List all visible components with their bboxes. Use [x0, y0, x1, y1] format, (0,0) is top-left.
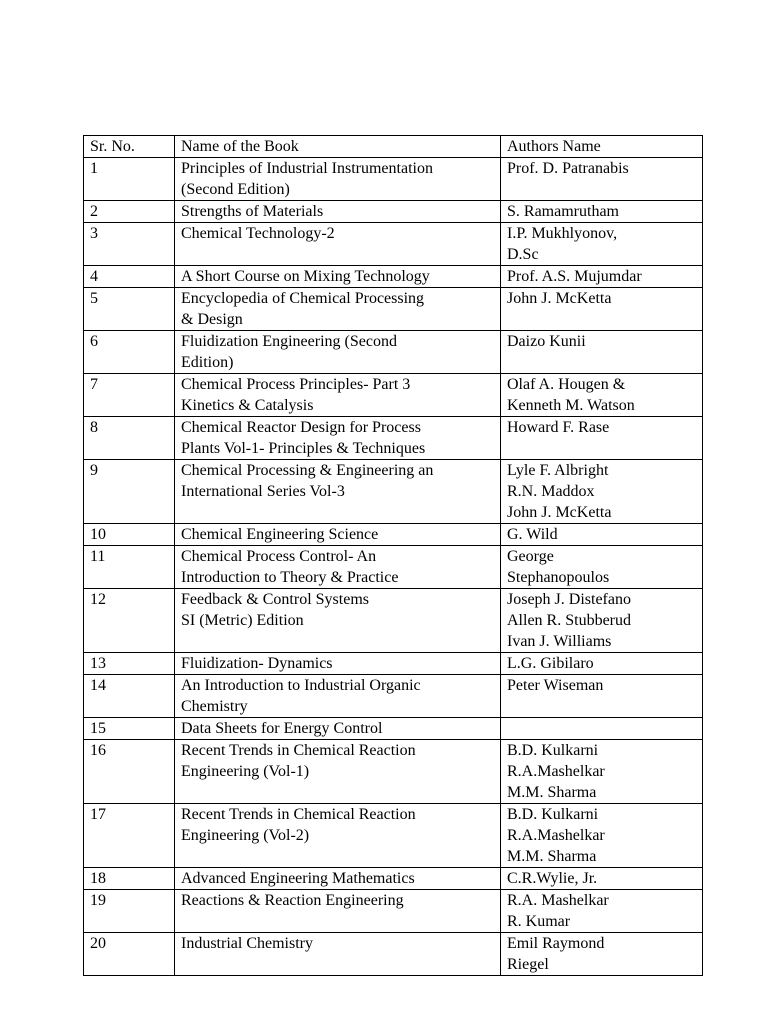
table-row [84, 718, 703, 740]
table-row [84, 804, 703, 868]
sr-no-cell: 8 [84, 417, 175, 460]
table-row [84, 868, 703, 890]
sr-no-cell: 6 [84, 331, 175, 374]
sr-no-cell: 17 [84, 804, 175, 868]
table-row [84, 288, 703, 331]
book-name-cell: Advanced Engineering Mathematics [175, 868, 501, 890]
sr-no-cell: 14 [84, 675, 175, 718]
authors-name-cell: I.P. Mukhlyonov, D.Sc [501, 223, 703, 266]
sr-no-cell: 11 [84, 546, 175, 589]
table-row [84, 331, 703, 374]
book-name-cell: Chemical Engineering Science [175, 524, 501, 546]
table-header-row [84, 136, 703, 158]
sr-no-cell: 10 [84, 524, 175, 546]
book-name-cell: Encyclopedia of Chemical Processing & Design [175, 288, 501, 331]
table-row [84, 374, 703, 417]
authors-name-cell: Howard F. Rase [501, 417, 703, 460]
book-name-cell: Chemical Process Principles- Part 3 Kinetics & Catalysis [175, 374, 501, 417]
sr-no-cell: 15 [84, 718, 175, 740]
authors-name-cell: L.G. Gibilaro [501, 653, 703, 675]
authors-name-cell: Prof. D. Patranabis [501, 158, 703, 201]
table-row [84, 417, 703, 460]
authors-name-cell: Olaf A. Hougen & Kenneth M. Watson [501, 374, 703, 417]
authors-name-cell: Daizo Kunii [501, 331, 703, 374]
sr-no-cell: 16 [84, 740, 175, 804]
table-row [84, 223, 703, 266]
table-row [84, 524, 703, 546]
sr-no-cell: 7 [84, 374, 175, 417]
book-name-cell: Recent Trends in Chemical Reaction Engineering (Vol-1) [175, 740, 501, 804]
header-authors-name: Authors Name [501, 136, 703, 158]
authors-name-cell: Joseph J. Distefano Allen R. Stubberud Ivan J. Williams [501, 589, 703, 653]
authors-name-cell: John J. McKetta [501, 288, 703, 331]
table-row [84, 675, 703, 718]
sr-no-cell: 20 [84, 933, 175, 976]
authors-name-cell: Emil Raymond Riegel [501, 933, 703, 976]
book-name-cell: Strengths of Materials [175, 201, 501, 223]
authors-name-cell: George Stephanopoulos [501, 546, 703, 589]
table-row [84, 546, 703, 589]
book-name-cell: Reactions & Reaction Engineering [175, 890, 501, 933]
sr-no-cell: 5 [84, 288, 175, 331]
table-row [84, 890, 703, 933]
authors-name-cell: Prof. A.S. Mujumdar [501, 266, 703, 288]
header-book-name: Name of the Book [175, 136, 501, 158]
sr-no-cell: 13 [84, 653, 175, 675]
sr-no-cell: 19 [84, 890, 175, 933]
book-name-cell: Chemical Technology-2 [175, 223, 501, 266]
book-name-cell: An Introduction to Industrial Organic Chemistry [175, 675, 501, 718]
authors-name-cell: Lyle F. Albright R.N. Maddox John J. McKetta [501, 460, 703, 524]
authors-name-cell: R.A. Mashelkar R. Kumar [501, 890, 703, 933]
book-name-cell: Chemical Reactor Design for Process Plants Vol-1- Principles & Techniques [175, 417, 501, 460]
book-name-cell: Feedback & Control Systems SI (Metric) Edition [175, 589, 501, 653]
authors-name-cell [501, 718, 703, 740]
book-name-cell: Data Sheets for Energy Control [175, 718, 501, 740]
table-row [84, 158, 703, 201]
sr-no-cell: 12 [84, 589, 175, 653]
book-name-cell: Fluidization Engineering (Second Edition) [175, 331, 501, 374]
table-row [84, 653, 703, 675]
authors-name-cell: B.D. Kulkarni R.A.Mashelkar M.M. Sharma [501, 740, 703, 804]
book-name-cell: Industrial Chemistry [175, 933, 501, 976]
sr-no-cell: 2 [84, 201, 175, 223]
book-name-cell: Recent Trends in Chemical Reaction Engineering (Vol-2) [175, 804, 501, 868]
book-name-cell: Chemical Processing & Engineering an International Series Vol-3 [175, 460, 501, 524]
sr-no-cell: 4 [84, 266, 175, 288]
header-sr-no: Sr. No. [84, 136, 175, 158]
table-row [84, 460, 703, 524]
authors-name-cell: G. Wild [501, 524, 703, 546]
authors-name-cell: Peter Wiseman [501, 675, 703, 718]
table-row [84, 589, 703, 653]
table-row [84, 740, 703, 804]
table-row [84, 933, 703, 976]
authors-name-cell: C.R.Wylie, Jr. [501, 868, 703, 890]
authors-name-cell: S. Ramamrutham [501, 201, 703, 223]
book-name-cell: Chemical Process Control- An Introduction to Theory & Practice [175, 546, 501, 589]
sr-no-cell: 18 [84, 868, 175, 890]
sr-no-cell: 1 [84, 158, 175, 201]
sr-no-cell: 9 [84, 460, 175, 524]
book-name-cell: Principles of Industrial Instrumentation (Second Edition) [175, 158, 501, 201]
book-name-cell: Fluidization- Dynamics [175, 653, 501, 675]
authors-name-cell: B.D. Kulkarni R.A.Mashelkar M.M. Sharma [501, 804, 703, 868]
sr-no-cell: 3 [84, 223, 175, 266]
table-row [84, 201, 703, 223]
table-row [84, 266, 703, 288]
book-name-cell: A Short Course on Mixing Technology [175, 266, 501, 288]
book-list-table [83, 135, 703, 976]
